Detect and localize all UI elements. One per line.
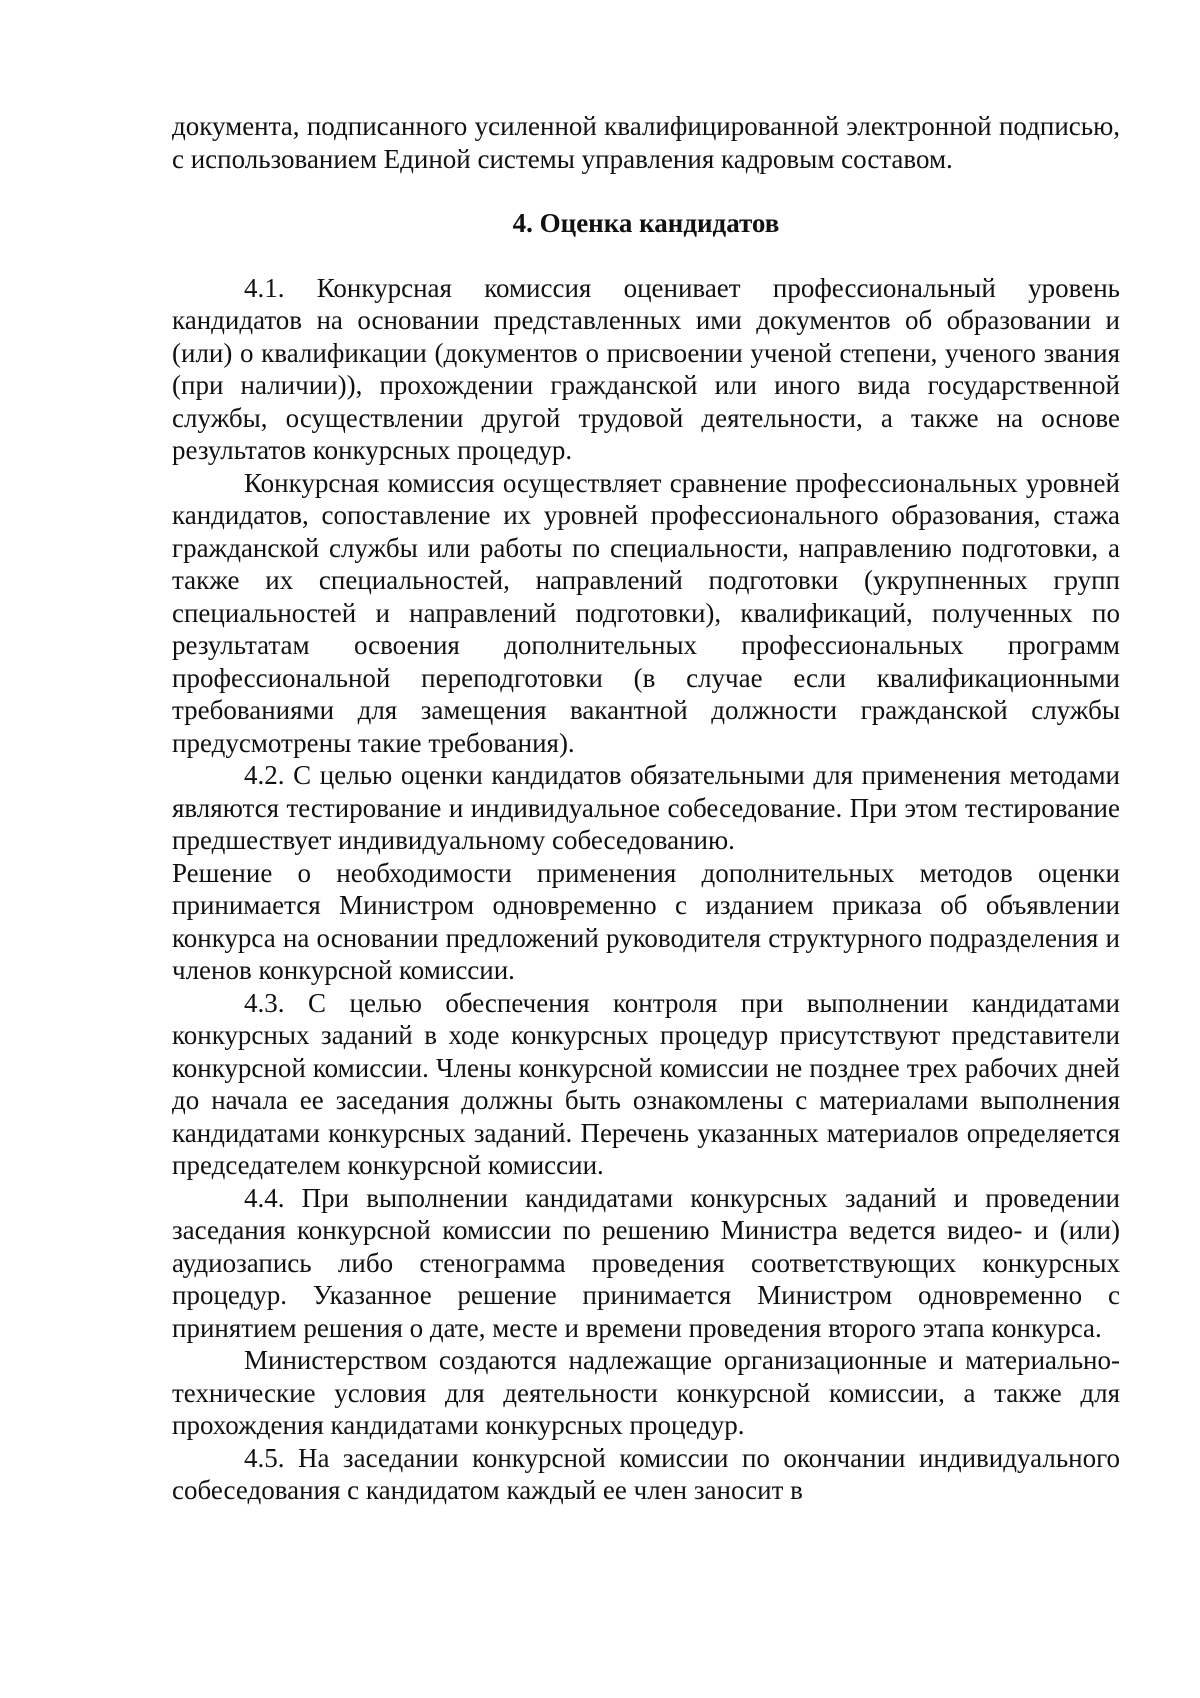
paragraph-4-4: 4.4. При выполнении кандидатами конкурсных заданий и проведении заседания конкурсной комиссии по решению Министра ведется видео- и (или) аудиозапись либо стенограмма проведения соответствующих конкурсных процедур. Указанное решение принимается Министром одновременно с принятием решения о дате, месте и времени проведения второго этапа конкурса. <box>172 1182 1120 1343</box>
paragraph-4-3: 4.3. С целью обеспечения контроля при выполнении кандидатами конкурсных заданий в ходе конкурсных процедур присутствуют представители конкурсной комиссии. Члены конкурсной комиссии не позднее трех рабочих дней до начала ее заседания должны быть ознакомлены с материалами выполнения кандидатами конкурсных заданий. Перечень указанных материалов определяется председателем конкурсной комиссии. <box>172 987 1120 1180</box>
paragraph-4-2: 4.2. С целью оценки кандидатов обязательными для применения методами являются тестирование и индивидуальное собеседование. При этом тестирование предшествует индивидуальному собеседованию. <box>172 760 1120 855</box>
paragraph-4-2-decision: Решение о необходимости применения дополнительных методов оценки принимается Министром одновременно с изданием приказа об объявлении конкурса на основании предложений руководителя структурного подразделения и членов конкурсной комиссии. <box>172 857 1120 985</box>
paragraph-4-1-continued: Конкурсная комиссия осуществляет сравнение профессиональных уровней кандидатов, сопоставление их уровней профессионального образования, стажа гражданской службы или работы по специальности, направлению подготовки, а также их специальностей, направлений подготовки (укрупненных групп специальностей и направлений подготовки), квалификаций, полученных по результатам освоения дополнительных профессиональных программ профессиональной переподготовки (в случае если квалификационными требованиями для замещения вакантной должности гражданской службы предусмотрены такие требования). <box>172 467 1120 758</box>
spacer <box>172 175 1120 207</box>
paragraph-4-1: 4.1. Конкурсная комиссия оценивает профессиональный уровень кандидатов на основании представленных ими документов об образовании и (или) о квалификации (документов о присвоении ученой степени, ученого звания (при наличии)), прохождении гражданской или иного вида государственной службы, осуществлении другой трудовой деятельности, а также на основе результатов конкурсных процедур. <box>172 272 1120 465</box>
document-body <box>172 110 1120 1507</box>
section-heading: 4. Оценка кандидатов <box>512 208 780 238</box>
intro-paragraph: документа, подписанного усиленной квалифицированной электронной подписью, с использованием Единой системы управления кадровым составом. <box>172 111 1120 174</box>
paragraph-4-4-conditions: Министерством создаются надлежащие организационные и материально-технические условия для деятельности конкурсной комиссии, а также для прохождения кандидатами конкурсных процедур. <box>172 1345 1120 1440</box>
spacer <box>172 240 1120 272</box>
paragraph-4-5: 4.5. На заседании конкурсной комиссии по окончании индивидуального собеседования с кандидатом каждый ее член заносит в <box>172 1442 1120 1505</box>
